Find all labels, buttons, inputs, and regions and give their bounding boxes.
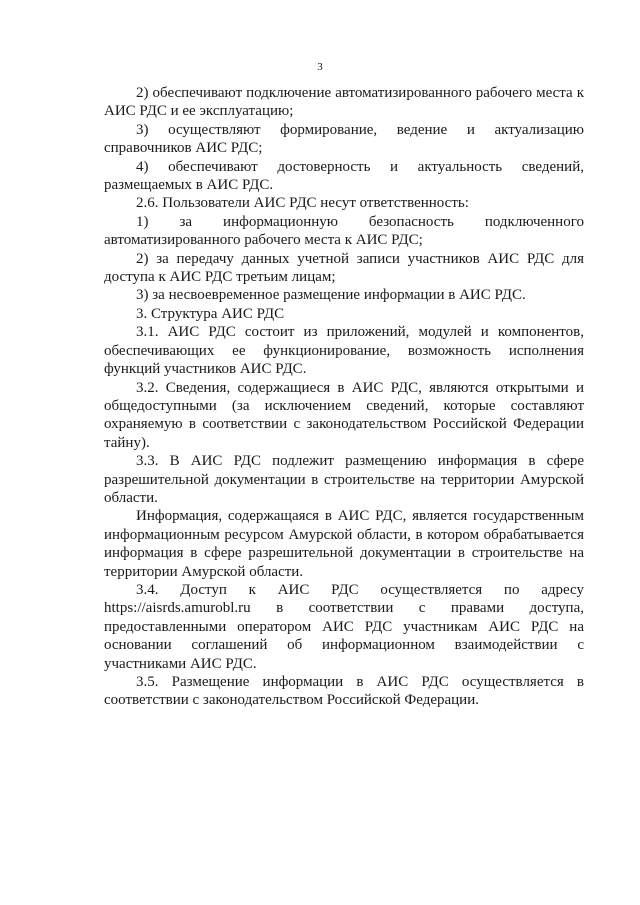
paragraph: 3.1. АИС РДС состоит из приложений, модулей и компонентов, обеспечивающих ее функционирование, возможность исполнения функций участников АИС РДС.	[104, 324, 584, 378]
paragraph: 3.3. В АИС РДС подлежит размещению информация в сфере разрешительной документации в строительстве на территории Амурской области.	[104, 453, 584, 506]
paragraph: Информация, содержащаяся в АИС РДС, является государственным информационным ресурсом Амурской области, в котором обрабатывается информация в сфере разрешительной документации в строительстве на территории Амурской области.	[104, 508, 584, 580]
page-number: 3	[317, 61, 323, 73]
paragraph: 4) обеспечивают достоверность и актуальность сведений, размещаемых в АИС РДС.	[104, 158, 584, 194]
paragraph: 3.5. Размещение информации в АИС РДС осуществляется в соответствии с законодательством Российской Федерации.	[104, 674, 584, 709]
paragraph: 2.6. Пользователи АИС РДС несут ответственность:	[136, 195, 469, 212]
paragraph: 3.4. Доступ к АИС РДС осуществляется по адресу https://aisrds.amurobl.ru в соответствии с правами доступа, предоставленными оператором АИС РДС участникам АИС РДС на основании соглашений об информационном взаимодействии с участниками АИС РДС.	[104, 581, 584, 672]
document-body	[104, 84, 584, 710]
paragraph: 3) осуществляют формирование, ведение и актуализацию справочников АИС РДС;	[104, 121, 584, 157]
paragraph: 3) за несвоевременное размещение информации в АИС РДС.	[136, 287, 526, 304]
paragraph: 2) за передачу данных учетной записи участников АИС РДС для доступа к АИС РДС третьим лицам;	[104, 250, 584, 286]
paragraph: 2) обеспечивают подключение автоматизированного рабочего места к АИС РДС и ее эксплуатацию;	[104, 85, 584, 120]
paragraph: 1) за информационную безопасность подключенного автоматизированного рабочего места к АИС РДС;	[104, 213, 584, 249]
paragraph: 3.2. Сведения, содержащиеся в АИС РДС, являются открытыми и общедоступными (за исключением сведений, которые составляют охраняемую в соответствии с законодательством Российской Федерации тайну).	[104, 379, 584, 451]
section-title: 3. Структура АИС РДС	[136, 305, 285, 322]
